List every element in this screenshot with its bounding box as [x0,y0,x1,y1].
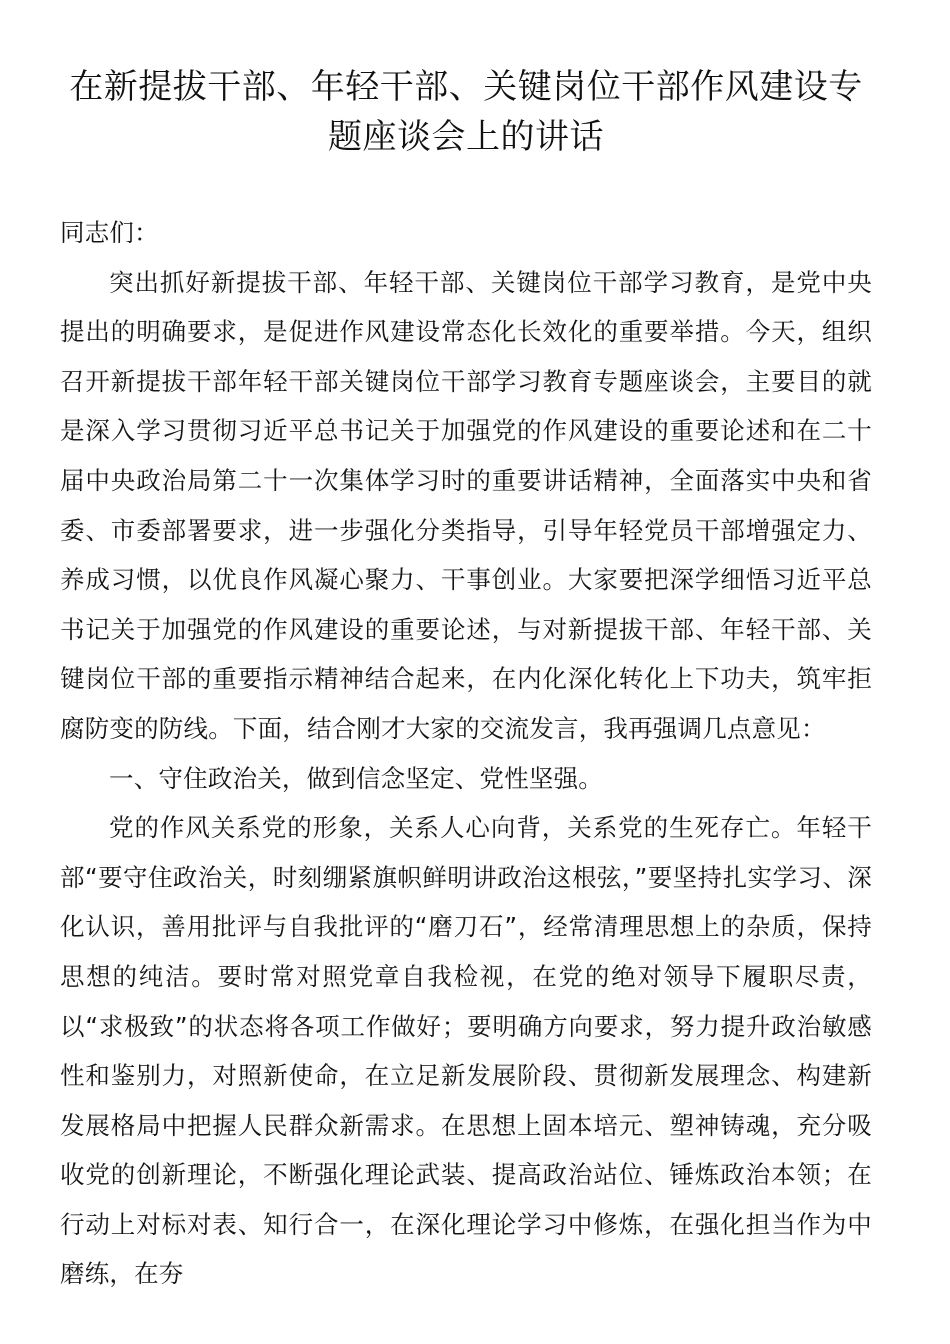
document-body [60,208,872,1299]
section-1-heading: 一、守住政治关，做到信念坚定、党性坚强。 [109,763,603,793]
intro-paragraph: 突出抓好新提拔干部、年轻干部、关键岗位干部学习教育，是党中央提出的明确要求，是促进作风建设常态化长效化的重要举措。今天，组织召开新提拔干部年轻干部关键岗位干部学习教育专题座谈会，主要目的就是深入学习贯彻习近平总书记关于加强党的作风建设的重要论述和在二十届中央政治局第二十一次集体学习时的重要讲话精神，全面落实中央和省委、市委部署要求，进一步强化分类指导，引导年轻党员干部增强定力、养成习惯，以优良作风凝心聚力、干事创业。大家要把深学细悟习近平总书记关于加强党的作风建设的重要论述，与对新提拔干部、年轻干部、关键岗位干部的重要指示精神结合起来，在内化深化转化上下功夫，筑牢拒腐防变的防线。下面，结合刚才大家的交流发言，我再强调几点意见： [60,267,872,743]
document-title: 在新提拔干部、年轻干部、关键岗位干部作风建设专题座谈会上的讲话 [69,67,863,157]
salutation: 同志们： [60,218,159,247]
section-1-body: 党的作风关系党的形象，关系人心向背，关系党的生死存亡。年轻干部“要守住政治关，时刻绷紧旗帜鲜明讲政治这根弦，”要坚持扎实学习、深化认识，善用批评与自我批评的“磨刀石”，经常清理思想上的杂质，保持思想的纯洁。要时常对照党章自我检视，在党的绝对领导下履职尽责，以“求极致”的状态将各项工作做好；要明确方向要求，努力提升政治敏感性和鉴别力，对照新使命，在立足新发展阶段、贯彻新发展理念、构建新发展格局中把握人民群众新需求。在思想上固本培元、塑神铸魂，充分吸收党的创新理论，不断强化理论武装、提高政治站位、锤炼政治本领；在行动上对标对表、知行合一，在深化理论学习中修炼，在强化担当作为中磨练，在夯 [60,813,872,1289]
